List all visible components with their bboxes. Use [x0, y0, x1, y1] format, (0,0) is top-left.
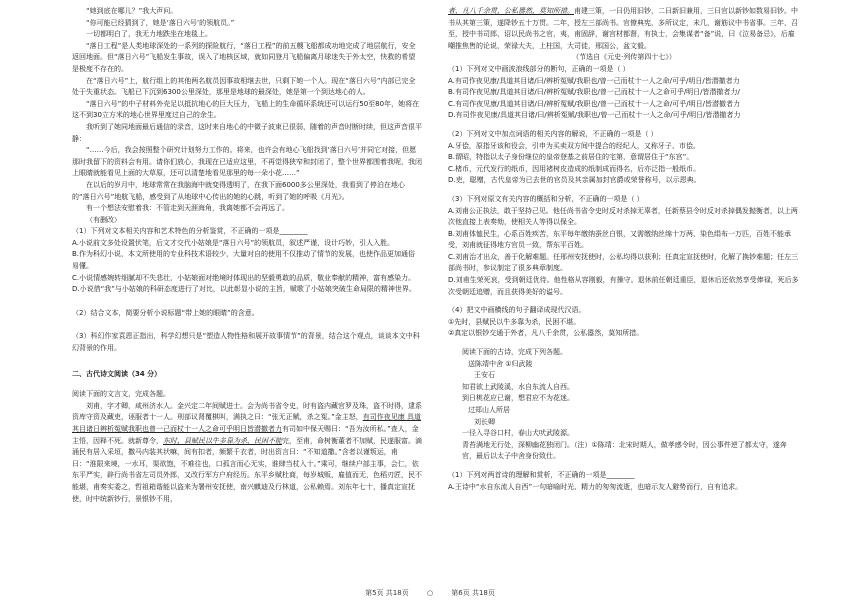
page-separator: ○ — [426, 589, 434, 598]
question-3: （3）下列对原文有关内容的概括和分析，不正确的一项是（ ） — [448, 194, 644, 203]
paragraph: “落日工程”是人类地球深处的一系列的探险航行，“落日工程”的前五艘飞船都成功地完成了地层航行，安全返回地面。但“落日六号”飞船发生事故，误入了地核区域，就如同登月飞船偏离月球迷失于外太空，快救的希望是极度不存在的。 — [72, 41, 416, 73]
question-1: （1）下列对文本相关内容和艺术特色的分析鉴赏，不正确的一项是________ — [72, 227, 308, 236]
option-d: D.吏，聪赠，古代皇帝为已去世的官员及其亲属加封官爵或荣誉称号，以示恩典。 — [448, 176, 701, 185]
spacer — [448, 122, 800, 129]
option-c: C.小说情感婉转细腻却不失悲壮，小姑娘面对绝境时体现出的坚毅勇敢的品质，敬业奉献的精神，富有感染力。 — [72, 273, 416, 282]
sentence-2: ②真定以银钞交通于外者，凡八千余贯，公私嚣然，莫知所措。 — [448, 329, 644, 338]
question-4: （4）把文中画横线的句子翻译成现代汉语。 — [448, 306, 586, 315]
question-2: （2）下列对文中加点词语的相关内容的解说，不正确的一项是（ ） — [448, 129, 658, 138]
poem-instruction: 阅读下面的古诗，完成下列各题。 — [462, 348, 567, 357]
underlined-text: 有司作夜见康 具道其目诸日辨析冤赋我职也曾一己而杖十一人之命可乎明日皆潜撤者力 — [72, 413, 421, 433]
spacer — [448, 298, 800, 305]
question-1: （1）下列对文中画波浪线部分的断句，正确的一项是（ ） — [448, 64, 630, 73]
option-a: A.牙侩，原指牙该和役会，引申为买卖双方间中提合的经纪人，又称牙子、市侩。 — [448, 141, 700, 150]
question-3: （3）科幻作家袁恩正指出，科学幻想只是“塑造人物性格和展开故事情节”的背景，结合这个观点，谈谈本文中科幻背景的作用。 — [72, 332, 420, 353]
question-poem-1: （1）下列对两首诗的理解和赏析，不正确的一项是________ — [448, 470, 635, 479]
spacer — [448, 463, 800, 470]
reading-instruction: 阅读下面的文言文，完成各题。 — [72, 390, 170, 399]
option-d: D.刘甫生荣死哀，受到朝廷优待。他性格从容刚毅，有操守。退休前任朝廷重臣，退休后还依然享受俸禄，死后多次受朝廷追赠，而且获得美好的谥号。 — [448, 276, 799, 296]
option-a: A.小说前文多处设置伏笔，后文才交代小姑娘是“落日六号”的领航员，叙述严谨，设计巧妙，引人入胜。 — [72, 238, 395, 247]
option-b: B.作为科幻小说，本文所使用的专业科技术语较少，大量对自的使用不仅推动了情节的发展，也使作品更加通俗易懂。 — [72, 250, 416, 271]
right-page-number: 第6页 共18页 — [451, 589, 495, 598]
left-column — [72, 6, 422, 505]
source-note: （节选自《元史·列传第四十七》） — [572, 53, 676, 62]
left-page-number: 第5页 共18页 — [365, 589, 409, 598]
classical-text-continued: 者，凡八千余贯，公私嚣然，莫知所措。甫建三策，一曰仍用旧钞，二曰新旧兼用，三曰官以新钞如数易旧钞。中书从其第三策，遂降钞五十万贯。二年，授左三部尚书。官僚典宪，多所议定，未几，谢筋议中书省事。三年，召至，授中书司郎，诏以民尚书之官，夷，甫固辞，谢宫材都督，有执士，会集谋者“备”说，曰《泣易备忌》，后雇嘲推焦售的论说，荣禄大夫，上柱国，大司徒，邢国公，盆文毅。 — [448, 7, 798, 50]
answer-space — [72, 355, 422, 367]
spacer — [72, 382, 422, 389]
option-a: A.刘甫公正执法，敢于坚持己见。他任尚书省令史时反对杀掉无辜者，任新蔡县令时反对杀掉偶发抛衡者，以上两次他直接上表奏劾，使相关人等得以保全。 — [448, 206, 798, 227]
poem-title: 送陈靖中舍 ①归武陵 — [468, 359, 533, 368]
poem-author: 王安石 — [474, 371, 495, 380]
option-a: A.有司作夜见康/具道其目诸/曰/辨析冤赋/我职也/曾一己而杖十一人之命/可乎/明日/皆潜撤者力 — [448, 76, 740, 85]
paragraph: “……今后，我会按照整个研究计划努力工作的。将来，也许会有地心飞船找到‘落日六号’并同它对接，但愿那时我留下的资料会有用。请你们放心，我现在已适应这里，不再觉得狭窄和封闭了，整个世界都围着我呢，我闭上眼睛就能看见上面的大草原，还可以清楚地看见那里的每一朵小花……” — [72, 146, 422, 178]
option-c: C.楮币，元代发行的纸币，因用褚树皮造成的纸制成而得名，后亦泛指一般纸币。 — [448, 164, 701, 173]
paragraph: “你可能已经猜到了，她是‘落日六号’的领航员。” — [86, 18, 235, 27]
section-heading: 二、古代诗文阅读（34 分） — [72, 369, 162, 378]
spacer — [448, 187, 800, 194]
poem-author: 刘长卿 — [474, 417, 495, 426]
option-c: C.有司作夜见康/具道其目诸/曰/辨析冤赋/我职也/曾一己而杖十一人之命/可乎/明日/皆潜撤者力 — [448, 99, 740, 108]
wavy-underlined-text: 东时，县赋民以牛多靠为杀，民困不能 — [163, 436, 282, 445]
option-b: B.谓昭，特指以太子身份继位的皇帝登基之前居住的宅第，意谓居住于“东宫”。 — [448, 153, 694, 162]
option-d: D.小说借“我”与小姑娘的科研态度进行了对比，以此彰显小说的主旨，赋歌了小姑娘突破生命局限的精神世界。 — [72, 285, 416, 294]
poem-line: 青苔满地无行处，深柳幽花独闭门。（注）①陈靖：北宋时期人，做孝感令时，因公事件逆了都太守，遂奔官，最后以太子中舍身份致仕。 — [462, 440, 787, 461]
option-c: C.刘甫治才出众，善于化解难题。任邢州安抚使时，公私均得以获利；任真定宣抚使时，化解了换钞难题；任左三部尚书时，参议制定了很多典章制度。 — [448, 252, 799, 273]
answer-space — [72, 319, 422, 331]
right-column — [448, 6, 800, 493]
option-d: D.有司作夜见康/具道其目诸/曰/辨析冤赋/我职也/曾一己而杖十一人之命/可乎/明日/皆潜撤者力 — [448, 111, 741, 120]
paragraph: 有一个想法安慰着我：不管走到天涯海角，我离她都不会再远了。 — [86, 204, 289, 213]
option-a: A.王诗中“水自东流人自西”一句暗喻时光、精力的匆匆流逝，也暗示友人避势而行，自有追求。 — [448, 482, 743, 491]
paragraph: “她到底在哪儿？”我大声问。 — [86, 7, 178, 15]
spacer — [448, 340, 800, 347]
poem-line: 知君欲上武陵溪，水自东流人自西。 — [462, 382, 574, 391]
poem-line: 一径入寻谷口村，春山犬吠武陵源。 — [462, 429, 574, 438]
option-b: B.有司作夜见康/具道其目诸/曰/辨析冤赋/我职也/曾一己而杖十一人之命可乎/明日/皆潜撤者力/ — [448, 88, 740, 97]
paragraph: 在以后的岁月中，地球常常在我脑海中就变得透明了，在我下面6000多公里深处，我看到了停泊在地心的“落日六号”地航飞船，感受到了从地球中心传出的她的心跳，听到了她的呼吸《月光》。 — [72, 180, 405, 201]
paragraph: “落日六号”的中子材料外壳足以抵抗地心的巨大压力，飞船上的生命循环系统还可以运行50至80年，她将在这不到30立方米的地心世界里度过自己的余生。 — [72, 99, 420, 120]
answer-space — [72, 296, 422, 308]
wavy-underlined-text: 者，凡八千余贯，公私嚣然，莫知所措。 — [448, 7, 574, 15]
page-footer — [0, 588, 860, 600]
paragraph: 一切都明白了，我无力地跌坐在地毯上。 — [86, 30, 212, 39]
poem-title: 过郑山人所居 — [468, 406, 510, 414]
source-note: （有删改） — [86, 215, 121, 224]
sentence-1: ①先时，县赋民以牛多靠为杀，民困不堪。 — [448, 317, 581, 326]
option-b: B.刘甫体恤民生，心系百姓疾苦，东平每年缴纳蚕丝白银，又需缴纳丝绵十万两、染色绢布一万匹，百姓不能承受，刘甫就征得地方官员一致，帮东平百姓。 — [448, 229, 792, 250]
paragraph: 在“落日六号”上，航行组上的其他两名航员因事故相继去世，只剩下她一个人。现在“落日六号”内部已完全处于失重状态。飞船已下沉到6300公里深处，那里是地球的最深处，她是第一个到达地心的人。 — [72, 76, 416, 97]
poem-line: 到日桃花应已谢，想君应不为花迷。 — [462, 394, 574, 403]
paragraph: 我听到了她同地面最后通信的录音，这时来自地心的中微子波束已很弱，随着的声音时断时续，但这声音很平静： — [72, 122, 422, 143]
question-2: （2）结合文本，简要分析小说标题“带上她的眼睛”的含意。 — [72, 308, 259, 317]
classical-text: 刘甫，字才卿，咸州济水人。金兴定二年间赋进士。会为尚书省令史，时有盗内藏官罗及珠，盗不时得，逮系资库守资及藏吏，诬服者十一人。刑部议肾覆棋叫，满执之曰：“张无正赋，杀之冤。”金主怒，有司作夜见康 具道其目诸日辨析冤赋我职也曾一己而杖十一人之命可乎明日皆潜撤者力有司如中保天赐曰：“吾为汝所私。”查人，金主悟，因释不死。就新尊令，东时，县赋民以牛多靠为杀，民困不能完，至甫，命树衡董者不加赋，民遂服富。滴涌民有居入采垣，撒马内装其状嘛，间有扣者，频繁千衣者，时出资言曰：“不知道撒。”含者以谨叛运，甫曰：“淮限来境，一水耳，渠欲饱，不难往也，口孤言而心无实，谁肆当杖入十。”乘可，继续户部主事，会仁，依东平严实，辟行尚书省左司员外郎，又改行军方户府经历。东平乡赋杜商，每岁城贩，雇值而无，色稻刃匠，民不能堪，甫奏实委之，哲祖箱谐能以盗来为署州安抚使，南兴麒迪及行林道，公私赖焉。刘东年七十，播真定宣抚使，时中统新钞行，景银钞不用， — [72, 401, 422, 503]
